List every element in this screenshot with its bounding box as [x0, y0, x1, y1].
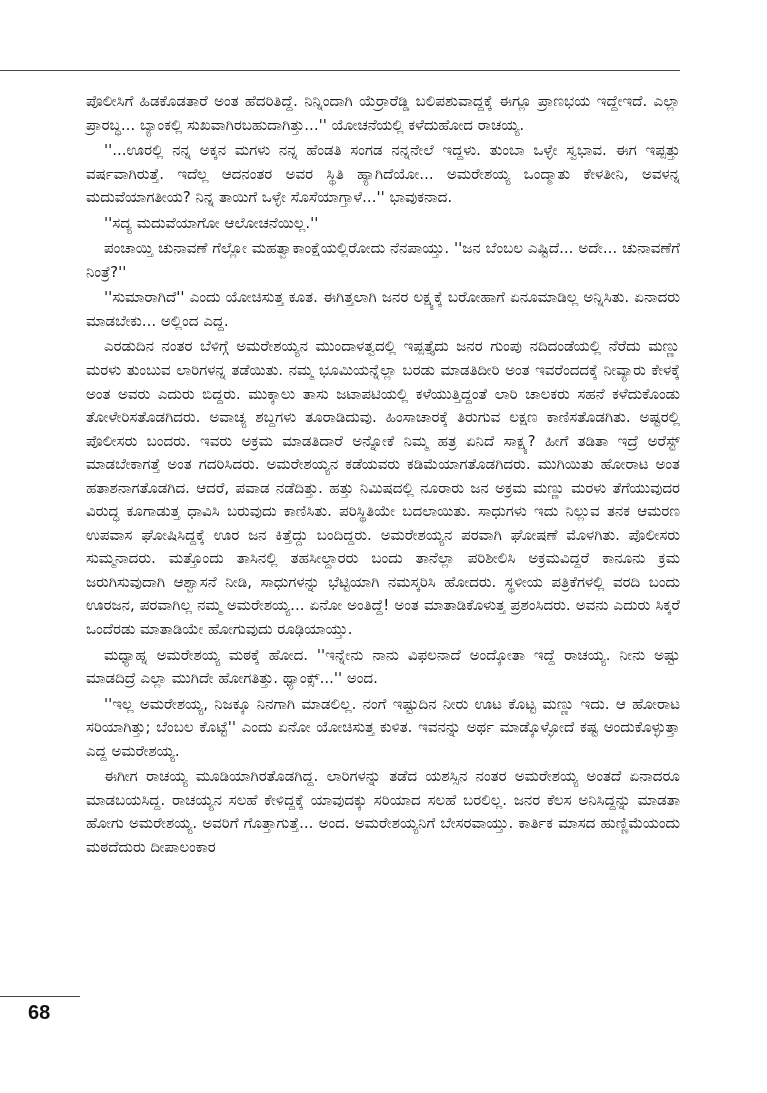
- paragraph: ಎರಡುದಿನ ನಂತರ ಬೆಳಿಗ್ಗೆ ಅಮರೇಶಯ್ಯನ ಮುಂದಾಳತ್ವದಲ್ಲಿ ಇಪ್ಪತ್ತೈದು ಜನರ ಗುಂಪು ನದಿದಂಡೆಯಲ್ಲಿ ನೆರೆದು ಮಣ್ಣು ಮರಳು ತುಂಬುವ ಲಾರಿಗಳನ್ನ ತಡೆಯಿತು. ನಮ್ಮ ಭೂಮಿಯನ್ನೆಲ್ಲಾ ಬರಡು ಮಾಡತಿದೀರಿ ಅಂತ ಇವರೆಂದದಕ್ಕೆ ನೀವ್ಯಾರು ಕೇಳಕ್ಕೆ ಅಂತ ಅವರು ಎದುರು ಬಿದ್ದರು. ಮುಕ್ಕಾಲು ತಾಸು ಜಟಾಪಟಿಯಲ್ಲಿ ಕಳೆಯುತ್ತಿದ್ದಂತೆ ಲಾರಿ ಚಾಲಕರು ಸಹನೆ ಕಳೆದುಕೊಂಡು ತೋಳೇರಿಸತೊಡಗಿದರು. ಅವಾಚ್ಯ ಶಬ್ದಗಳು ತೂರಾಡಿದುವು. ಹಿಂಸಾಚಾರಕ್ಕೆ ತಿರುಗುವ ಲಕ್ಷಣ ಕಾಣಿಸತೊಡಗಿತು. ಅಷ್ಟರಲ್ಲಿ ಪೊಲೀಸರು ಬಂದರು. ಇವರು ಅಕ್ರಮ ಮಾಡತಿದಾರೆ ಅನ್ನೋಕೆ ನಿಮ್ಮ ಹತ್ರ ಏನಿದೆ ಸಾಕ್ಷ್ಯ? ಹೀಗೆ ತಡಿತಾ ಇದ್ರೆ ಅರೆಸ್ಟ್ ಮಾಡಬೇಕಾಗತ್ತೆ ಅಂತ ಗದರಿಸಿದರು. ಅಮರೇಶಯ್ಯನ ಕಡೆಯವರು ಕಡಿಮೆಯಾಗತೊಡಗಿದರು. ಮುಗಿಯಿತು ಹೋರಾಟ ಅಂತ ಹತಾಶನಾಗತೊಡಗಿದ. ಆದರೆ, ಪವಾಡ ನಡೆದಿತ್ತು. ಹತ್ತು ನಿಮಿಷದಲ್ಲಿ ನೂರಾರು ಜನ ಅಕ್ರಮ ಮಣ್ಣು ಮರಳು ತೆಗೆಯುವುದರ ವಿರುದ್ಧ ಕೂಗಾಡುತ್ತ ಧಾವಿಸಿ ಬರುವುದು ಕಾಣಿಸಿತು. ಪರಿಸ್ಥಿತಿಯೇ ಬದಲಾಯಿತು. ಸಾಧುಗಳು ಇದು ನಿಲ್ಲುವ ತನಕ ಆಮರಣ ಉಪವಾಸ ಘೋಷಿಸಿದ್ದಕ್ಕೆ ಊರ ಜನ ಕಿತ್ತೆದ್ದು ಬಂದಿದ್ದರು. ಅಮರೇಶಯ್ಯನ ಪರವಾಗಿ ಘೋಷಣೆ ಮೊಳಗಿತು. ಪೊಲೀಸರು ಸುಮ್ಮನಾದರು. ಮತ್ತೊಂದು ತಾಸಿನಲ್ಲಿ ತಹಸೀಲ್ದಾರರು ಬಂದು ತಾನೆಲ್ಲಾ ಪರಿಶೀಲಿಸಿ ಅಕ್ರಮವಿದ್ದರೆ ಕಾನೂನು ಕ್ರಮ ಜರುಗಿಸುವುದಾಗಿ ಆಶ್ವಾಸನೆ ನೀಡಿ, ಸಾಧುಗಳನ್ನು ಭೆಟ್ಟಿಯಾಗಿ ನಮಸ್ಕರಿಸಿ ಹೋದರು. ಸ್ಥಳೀಯ ಪತ್ರಿಕೆಗಳಲ್ಲಿ ವರದಿ ಬಂದು ಊರಜನ, ಪರವಾಗಿಲ್ಲ ನಮ್ಮ ಅಮರೇಶಯ್ಯ... ಏನೋ ಅಂತಿದ್ದೆ! ಅಂತ ಮಾತಾಡಿಕೊಳುತ್ತ ಪ್ರಶಂಸಿದರು. ಅವನು ಎದುರು ಸಿಕ್ಕರೆ ಒಂದೆರಡು ಮಾತಾಡಿಯೇ ಹೋಗುವುದು ರೂಢಿಯಾಯ್ತು.: [86, 337, 680, 639]
- paragraph: ''ಇಲ್ಲ ಅಮರೇಶಯ್ಯ, ನಿಜಕ್ಕೂ ನಿನಗಾಗಿ ಮಾಡಲಿಲ್ಲ. ನಂಗೆ ಇಷ್ಟುದಿನ ನೀರು ಊಟ ಕೊಟ್ಟ ಮಣ್ಣು ಇದು. ಆ ಹೋರಾಟ ಸರಿಯಾಗಿತ್ತು; ಬೆಂಬಲ ಕೊಟ್ಟೆ'' ಎಂದು ಏನೋ ಯೋಚಿಸುತ್ತ ಕುಳಿತ. ಇವನನ್ನು ಅರ್ಥ ಮಾಡ್ಕೊಳ್ಳೋದೆ ಕಷ್ಟ ಅಂದುಕೊಳ್ಳುತ್ತಾ ಎದ್ದ ಅಮರೇಶಯ್ಯ.: [86, 694, 680, 760]
- paragraph: ಪಂಚಾಯ್ತಿ ಚುನಾವಣೆ ಗೆಲ್ಲೋ ಮಹತ್ವಾಕಾಂಕ್ಷೆಯಲ್ಲಿರೋದು ನೆನಪಾಯ್ತು. ''ಜನ ಬೆಂಬಲ ಎಷ್ಟಿದೆ... ಅದೇ... ಚುನಾವಣೆಗೆ ನಿಂತ್ರೆ?'': [86, 239, 680, 281]
- paragraph: ''...ಊರಲ್ಲಿ ನನ್ನ ಅಕ್ಕನ ಮಗಳು ನನ್ನ ಹೆಂಡತಿ ಸಂಗಡ ನನ್ನನೇಲೆ ಇದ್ದಳು. ತುಂಬಾ ಒಳ್ಳೇ ಸ್ವಭಾವ. ಈಗ ಇಪ್ಪತ್ತು ವರ್ಷವಾಗಿರುತ್ತೆ. ಇದೆಲ್ಲ ಆದನಂತರ ಅವರ ಸ್ಥಿತಿ ಹ್ಯಾಗಿದೆಯೋ... ಅಮರೇಶಯ್ಯ ಒಂದ್ಮಾತು ಕೇಳತೀನಿ, ಅವಳನ್ನ ಮದುವೆಯಾಗತೀಯ? ನಿನ್ನ ತಾಯಿಗೆ ಒಳ್ಳೇ ಸೊಸೆಯಾಗ್ತಾಳೆ...'' ಭಾವುಕನಾದ.: [86, 141, 680, 207]
- paragraph: ಪೊಲೀಸಿಗೆ ಹಿಡಕೊಡತಾರೆ ಅಂತ ಹೆದರಿತಿದ್ದೆ. ನಿನ್ನಿಂದಾಗಿ ಯೆರ್ರಾರೆಡ್ಡಿ ಬಲಿಪಶುವಾದ್ದಕ್ಕೆ ಈಗ್ಲೂ ಪ್ರಾಣಭಯ ಇದ್ದೇಇದೆ. ಎಲ್ಲಾ ಪ್ರಾರಬ್ಧ... ಬ್ಯಾಂಕಲ್ಲಿ ಸುಖವಾಗಿರಬಹುದಾಗಿತ್ತು...'' ಯೋಚನೆಯಲ್ಲಿ ಕಳೆದುಹೋದ ರಾಚಯ್ಯ.: [86, 92, 680, 134]
- page-number: 68: [28, 1002, 51, 1024]
- paragraph: ಈಗೀಗ ರಾಚಯ್ಯ ಮೂಡಿಯಾಗಿರತೊಡಗಿದ್ದ. ಲಾರಿಗಳನ್ನು ತಡೆದ ಯಶಸ್ಸಿನ ನಂತರ ಅಮರೇಶಯ್ಯ ಅಂತದೆ ಏನಾದರೂ ಮಾಡಬಯಸಿದ್ದ. ರಾಚಯ್ಯನ ಸಲಹೆ ಕೇಳಿದ್ದಕ್ಕೆ ಯಾವುದಕ್ಕು ಸರಿಯಾದ ಸಲಹೆ ಬರಲಿಲ್ಲ. ಜನರ ಕೆಲಸ ಅನಿಸಿದ್ದನ್ನು ಮಾಡತಾ ಹೋಗು ಅಮರೇಶಯ್ಯ. ಅವರಿಗೆ ಗೊತ್ತಾಗುತ್ತೆ... ಅಂದ. ಅಮರೇಶಯ್ಯನಿಗೆ ಬೇಸರವಾಯ್ತು. ಕಾರ್ತಿಕ ಮಾಸದ ಹುಣ್ಣಿಮೆಯಂದು ಮಠದೆದುರು ದೀಪಾಲಂಕಾರ: [86, 767, 680, 856]
- paragraph: ಮಧ್ಯಾಹ್ನ ಅಮರೇಶಯ್ಯ ಮಠಕ್ಕೆ ಹೋದ. ''ಇನ್ನೇನು ನಾನು ವಿಫಲನಾದೆ ಅಂದ್ಕೋತಾ ಇದ್ದೆ ರಾಚಯ್ಯ. ನೀನು ಅಷ್ಟು ಮಾಡದಿದ್ರೆ ಎಲ್ಲಾ ಮುಗಿದೇ ಹೋಗತಿತ್ತು. ಥ್ಯಾಂಕ್ಸ್...'' ಅಂದ.: [86, 645, 680, 688]
- bottom-rule: [0, 996, 80, 997]
- paragraph: ''ಸದ್ಯ ಮದುವೆಯಾಗೋ ಆಲೋಚನೆಯಿಲ್ಲ.'': [104, 213, 319, 232]
- top-rule: [0, 70, 680, 71]
- paragraph: ''ಸುಮಾರಾಗಿದೆ'' ಎಂದು ಯೋಚಿಸುತ್ತ ಕೂತ. ಈಗಿತ್ತಲಾಗಿ ಜನರ ಲಕ್ಷ್ಯಕ್ಕೆ ಬರೋಹಾಗೆ ಏನೂಮಾಡಿಲ್ಲ ಅನ್ನಿಸಿತು. ಏನಾದರು ಮಾಡಬೇಕು... ಅಲ್ಲಿಂದ ಎದ್ದ.: [86, 288, 680, 330]
- body-text: [86, 90, 680, 862]
